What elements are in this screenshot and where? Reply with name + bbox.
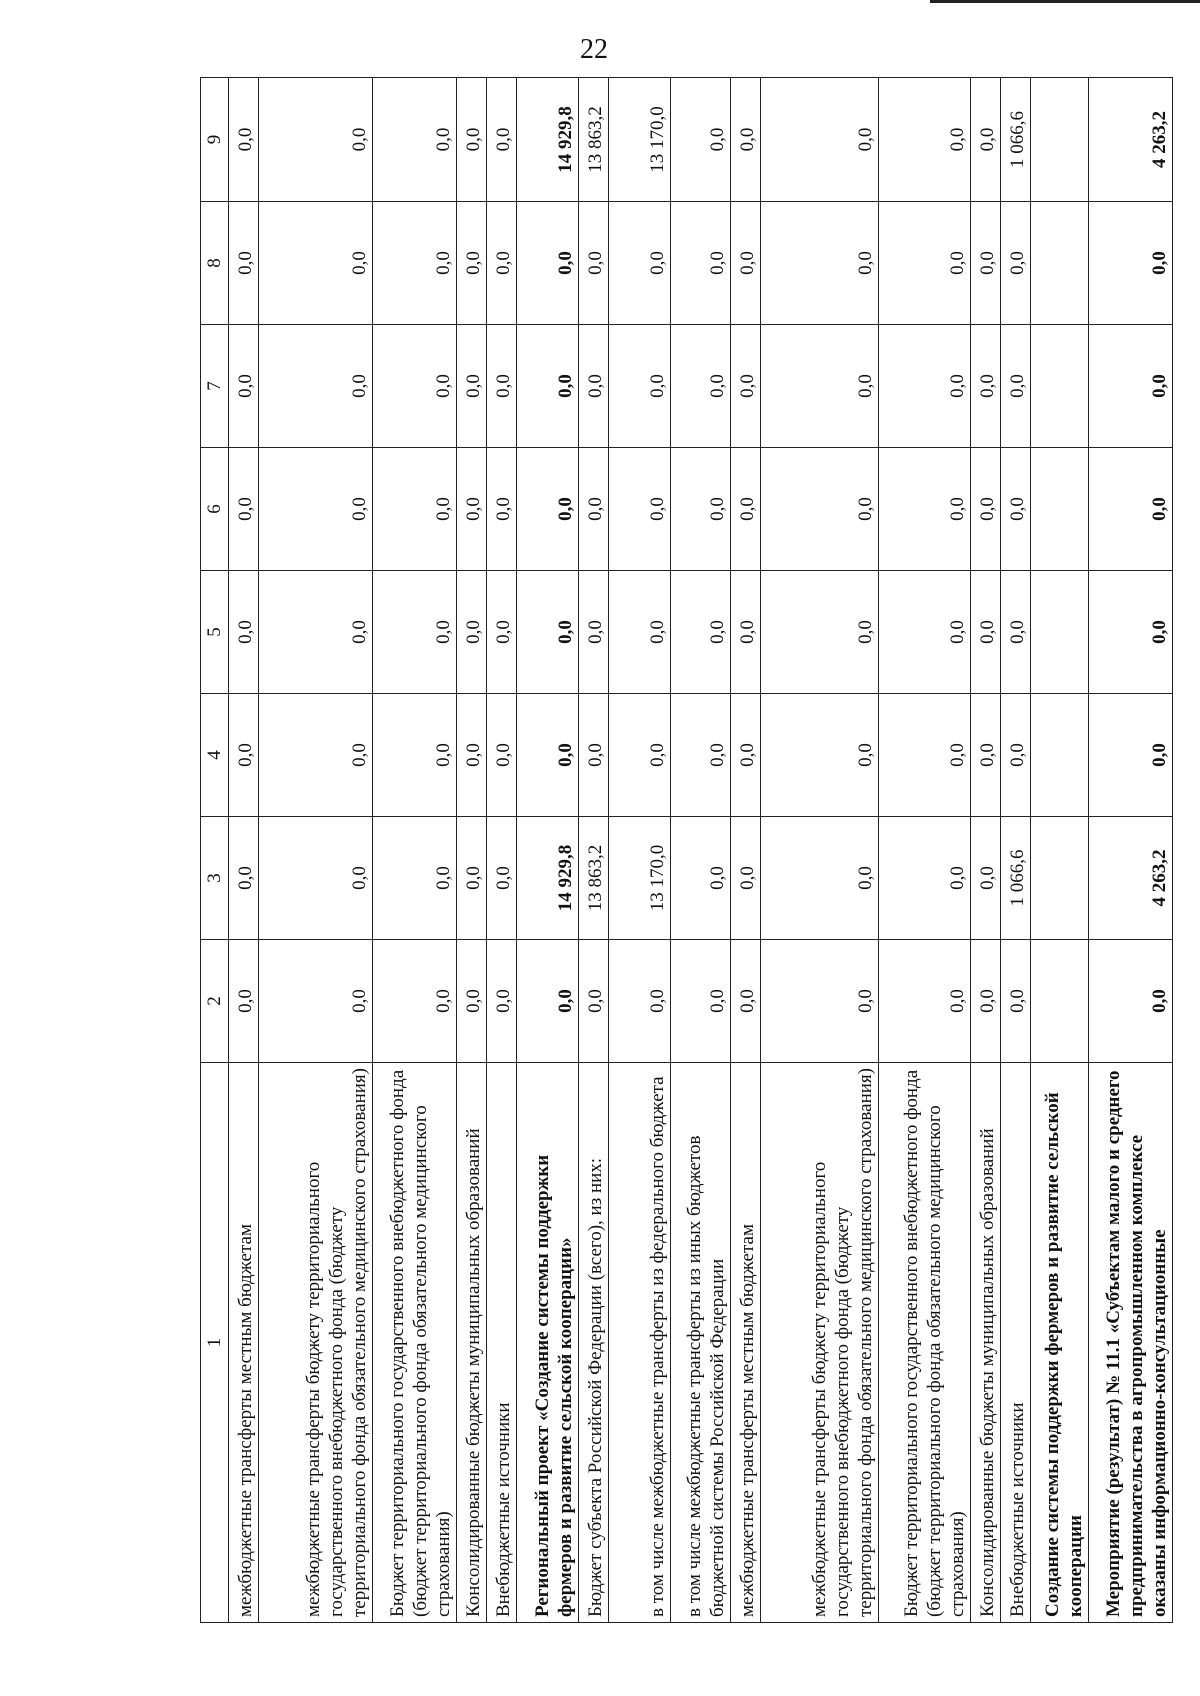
cell-col-2: 0,0 (229, 940, 259, 1063)
cell-col-4: 0,0 (879, 694, 971, 817)
column-header-6: 6 (201, 448, 229, 571)
cell-col-2: 0,0 (259, 940, 373, 1063)
table-row (609, 78, 671, 1623)
row-label: Бюджет субъекта Российской Федерации (всего), из них: (579, 1063, 609, 1623)
cell-col-3: 0,0 (259, 817, 373, 940)
cell-col-4: 0,0 (457, 694, 487, 817)
cell-col-6: 0,0 (517, 448, 579, 571)
cell-col-9: 0,0 (229, 78, 259, 202)
row-label: межбюджетные трансферты местным бюджетам (731, 1063, 761, 1623)
cell-col-5: 0,0 (373, 571, 457, 694)
cell-col-3: 0,0 (879, 817, 971, 940)
table-row (761, 78, 879, 1623)
cell-col-8: 0,0 (971, 202, 1001, 325)
cell-col-8: 0,0 (517, 202, 579, 325)
table-row (229, 78, 259, 1623)
cell-col-6: 0,0 (259, 448, 373, 571)
cell-col-7: 0,0 (671, 325, 731, 448)
cell-col-3: 1 066,6 (1001, 817, 1031, 940)
table-row (457, 78, 487, 1623)
cell-col-4: 0,0 (609, 694, 671, 817)
cell-col-7: 0,0 (259, 325, 373, 448)
cell-col-8: 0,0 (229, 202, 259, 325)
cell-col-7: 0,0 (761, 325, 879, 448)
cell-col-5: 0,0 (487, 571, 517, 694)
cell-col-9: 4 263,2 (1089, 78, 1173, 202)
cell-col-5: 0,0 (971, 571, 1001, 694)
cell-col-2: 0,0 (731, 940, 761, 1063)
table-row (879, 78, 971, 1623)
row-label: межбюджетные трансферты бюджету территориального государственного внебюджетного фонда (бюджету территориального фонда обязательного медицинского страхования) (259, 1063, 373, 1623)
cell-col-2: 0,0 (1089, 940, 1173, 1063)
cell-col-9: 13 170,0 (609, 78, 671, 202)
cell-col-2: 0,0 (487, 940, 517, 1063)
cell-col-8: 0,0 (609, 202, 671, 325)
table-row (671, 78, 731, 1623)
cell-col-9: 0,0 (671, 78, 731, 202)
cell-col-9: 0,0 (971, 78, 1001, 202)
cell-col-6: 0,0 (731, 448, 761, 571)
cell-col-3: 0,0 (971, 817, 1001, 940)
table-row (373, 78, 457, 1623)
table-row (731, 78, 761, 1623)
cell-col-3: 0,0 (671, 817, 731, 940)
cell-col-7: 0,0 (229, 325, 259, 448)
cell-col-4: 0,0 (731, 694, 761, 817)
cell-col-3: 0,0 (761, 817, 879, 940)
cell-col-9: 14 929,8 (517, 78, 579, 202)
cell-col-4: 0,0 (761, 694, 879, 817)
table-row (1001, 78, 1031, 1623)
cell-col-9: 13 863,2 (579, 78, 609, 202)
cell-col-7: 0,0 (731, 325, 761, 448)
cell-col-5 (1031, 571, 1089, 694)
row-label: межбюджетные трансферты местным бюджетам (229, 1063, 259, 1623)
cell-col-8: 0,0 (579, 202, 609, 325)
cell-col-5: 0,0 (517, 571, 579, 694)
cell-col-6: 0,0 (1089, 448, 1173, 571)
row-label: Бюджет территориального государственного внебюджетного фонда (бюджет территориального фонда обязательного медицинского страхования) (373, 1063, 457, 1623)
cell-col-2: 0,0 (579, 940, 609, 1063)
cell-col-7: 0,0 (609, 325, 671, 448)
cell-col-8: 0,0 (761, 202, 879, 325)
cell-col-6: 0,0 (879, 448, 971, 571)
cell-col-3: 13 170,0 (609, 817, 671, 940)
cell-col-8: 0,0 (259, 202, 373, 325)
column-header-3: 3 (201, 817, 229, 940)
row-label: в том числе межбюджетные трансферты из федерального бюджета (609, 1063, 671, 1623)
cell-col-9: 0,0 (259, 78, 373, 202)
cell-col-5: 0,0 (259, 571, 373, 694)
cell-col-4: 0,0 (259, 694, 373, 817)
page-number: 22 (580, 34, 608, 65)
table-row (971, 78, 1001, 1623)
cell-col-5: 0,0 (1001, 571, 1031, 694)
cell-col-6: 0,0 (761, 448, 879, 571)
cell-col-3: 0,0 (457, 817, 487, 940)
cell-col-6: 0,0 (609, 448, 671, 571)
cell-col-7: 0,0 (971, 325, 1001, 448)
cell-col-9: 0,0 (487, 78, 517, 202)
cell-col-4: 0,0 (517, 694, 579, 817)
row-label: Мероприятие (результат) № 11.1 «Субъектам малого и среднего предпринимательства в агропромышленном комплексе оказаны информационно-консультационные (1089, 1063, 1173, 1623)
cell-col-4 (1031, 694, 1089, 817)
cell-col-7: 0,0 (457, 325, 487, 448)
cell-col-5: 0,0 (609, 571, 671, 694)
cell-col-4: 0,0 (671, 694, 731, 817)
cell-col-4: 0,0 (1089, 694, 1173, 817)
cell-col-8 (1031, 202, 1089, 325)
cell-col-9: 0,0 (879, 78, 971, 202)
cell-col-9: 0,0 (731, 78, 761, 202)
cell-col-8: 0,0 (1001, 202, 1031, 325)
cell-col-5: 0,0 (671, 571, 731, 694)
cell-col-2: 0,0 (517, 940, 579, 1063)
table-body (229, 78, 1173, 1623)
cell-col-8: 0,0 (879, 202, 971, 325)
column-header-8: 8 (201, 202, 229, 325)
cell-col-2: 0,0 (457, 940, 487, 1063)
cell-col-3: 0,0 (731, 817, 761, 940)
row-label: Создание системы поддержки фермеров и развитие сельской кооперации (1031, 1063, 1089, 1623)
cell-col-9: 0,0 (457, 78, 487, 202)
cell-col-6 (1031, 448, 1089, 571)
budget-table (200, 77, 1173, 1623)
row-label: межбюджетные трансферты бюджету территориального государственного внебюджетного фонда (бюджету территориального фонда обязательного медицинского страхования) (761, 1063, 879, 1623)
cell-col-8: 0,0 (457, 202, 487, 325)
cell-col-2: 0,0 (879, 940, 971, 1063)
cell-col-9: 0,0 (373, 78, 457, 202)
cell-col-6: 0,0 (671, 448, 731, 571)
cell-col-8: 0,0 (1089, 202, 1173, 325)
cell-col-5: 0,0 (731, 571, 761, 694)
cell-col-8: 0,0 (671, 202, 731, 325)
cell-col-4: 0,0 (971, 694, 1001, 817)
cell-col-8: 0,0 (731, 202, 761, 325)
cell-col-8: 0,0 (373, 202, 457, 325)
cell-col-5: 0,0 (579, 571, 609, 694)
cell-col-7: 0,0 (1001, 325, 1031, 448)
cell-col-7: 0,0 (1089, 325, 1173, 448)
table-row (579, 78, 609, 1623)
table-row (487, 78, 517, 1623)
cell-col-6: 0,0 (579, 448, 609, 571)
cell-col-5: 0,0 (457, 571, 487, 694)
cell-col-5: 0,0 (229, 571, 259, 694)
column-header-2: 2 (201, 940, 229, 1063)
row-label: Внебюджетные источники (1001, 1063, 1031, 1623)
cell-col-7 (1031, 325, 1089, 448)
cell-col-7: 0,0 (879, 325, 971, 448)
row-label: Региональный проект «Создание системы поддержки фермеров и развитие сельской кооперации» (517, 1063, 579, 1623)
cell-col-3: 13 863,2 (579, 817, 609, 940)
cell-col-2: 0,0 (761, 940, 879, 1063)
row-label: Бюджет территориального государственного внебюджетного фонда (бюджет территориального фонда обязательного медицинского страхования) (879, 1063, 971, 1623)
row-label: в том числе межбюджетные трансферты из иных бюджетов бюджетной системы Российской Федерации (671, 1063, 731, 1623)
cell-col-5: 0,0 (761, 571, 879, 694)
table-row (259, 78, 373, 1623)
cell-col-6: 0,0 (1001, 448, 1031, 571)
cell-col-9 (1031, 78, 1089, 202)
cell-col-4: 0,0 (579, 694, 609, 817)
cell-col-5: 0,0 (1089, 571, 1173, 694)
header-row (201, 78, 229, 1623)
cell-col-9: 0,0 (761, 78, 879, 202)
cell-col-4: 0,0 (373, 694, 457, 817)
header-rule (930, 0, 1200, 3)
cell-col-3: 4 263,2 (1089, 817, 1173, 940)
table-row (1089, 78, 1173, 1623)
cell-col-7: 0,0 (487, 325, 517, 448)
cell-col-3: 0,0 (487, 817, 517, 940)
cell-col-2: 0,0 (671, 940, 731, 1063)
table-row (1031, 78, 1089, 1623)
cell-col-6: 0,0 (457, 448, 487, 571)
row-label: Консолидированные бюджеты муниципальных образований (971, 1063, 1001, 1623)
cell-col-2: 0,0 (609, 940, 671, 1063)
cell-col-9: 1 066,6 (1001, 78, 1031, 202)
column-header-4: 4 (201, 694, 229, 817)
cell-col-2: 0,0 (1001, 940, 1031, 1063)
cell-col-2: 0,0 (373, 940, 457, 1063)
cell-col-7: 0,0 (373, 325, 457, 448)
cell-col-4: 0,0 (229, 694, 259, 817)
cell-col-5: 0,0 (879, 571, 971, 694)
cell-col-3: 0,0 (229, 817, 259, 940)
cell-col-4: 0,0 (487, 694, 517, 817)
column-header-5: 5 (201, 571, 229, 694)
row-label: Внебюджетные источники (487, 1063, 517, 1623)
column-header-9: 9 (201, 78, 229, 202)
budget-table-container (200, 78, 1170, 1623)
cell-col-6: 0,0 (229, 448, 259, 571)
cell-col-2 (1031, 940, 1089, 1063)
table-row (517, 78, 579, 1623)
cell-col-3 (1031, 817, 1089, 940)
cell-col-6: 0,0 (373, 448, 457, 571)
cell-col-4: 0,0 (1001, 694, 1031, 817)
column-header-7: 7 (201, 325, 229, 448)
cell-col-3: 0,0 (373, 817, 457, 940)
cell-col-7: 0,0 (579, 325, 609, 448)
cell-col-2: 0,0 (971, 940, 1001, 1063)
cell-col-6: 0,0 (971, 448, 1001, 571)
column-header-1: 1 (201, 1063, 229, 1623)
cell-col-8: 0,0 (487, 202, 517, 325)
cell-col-7: 0,0 (517, 325, 579, 448)
cell-col-3: 14 929,8 (517, 817, 579, 940)
cell-col-6: 0,0 (487, 448, 517, 571)
row-label: Консолидированные бюджеты муниципальных образований (457, 1063, 487, 1623)
